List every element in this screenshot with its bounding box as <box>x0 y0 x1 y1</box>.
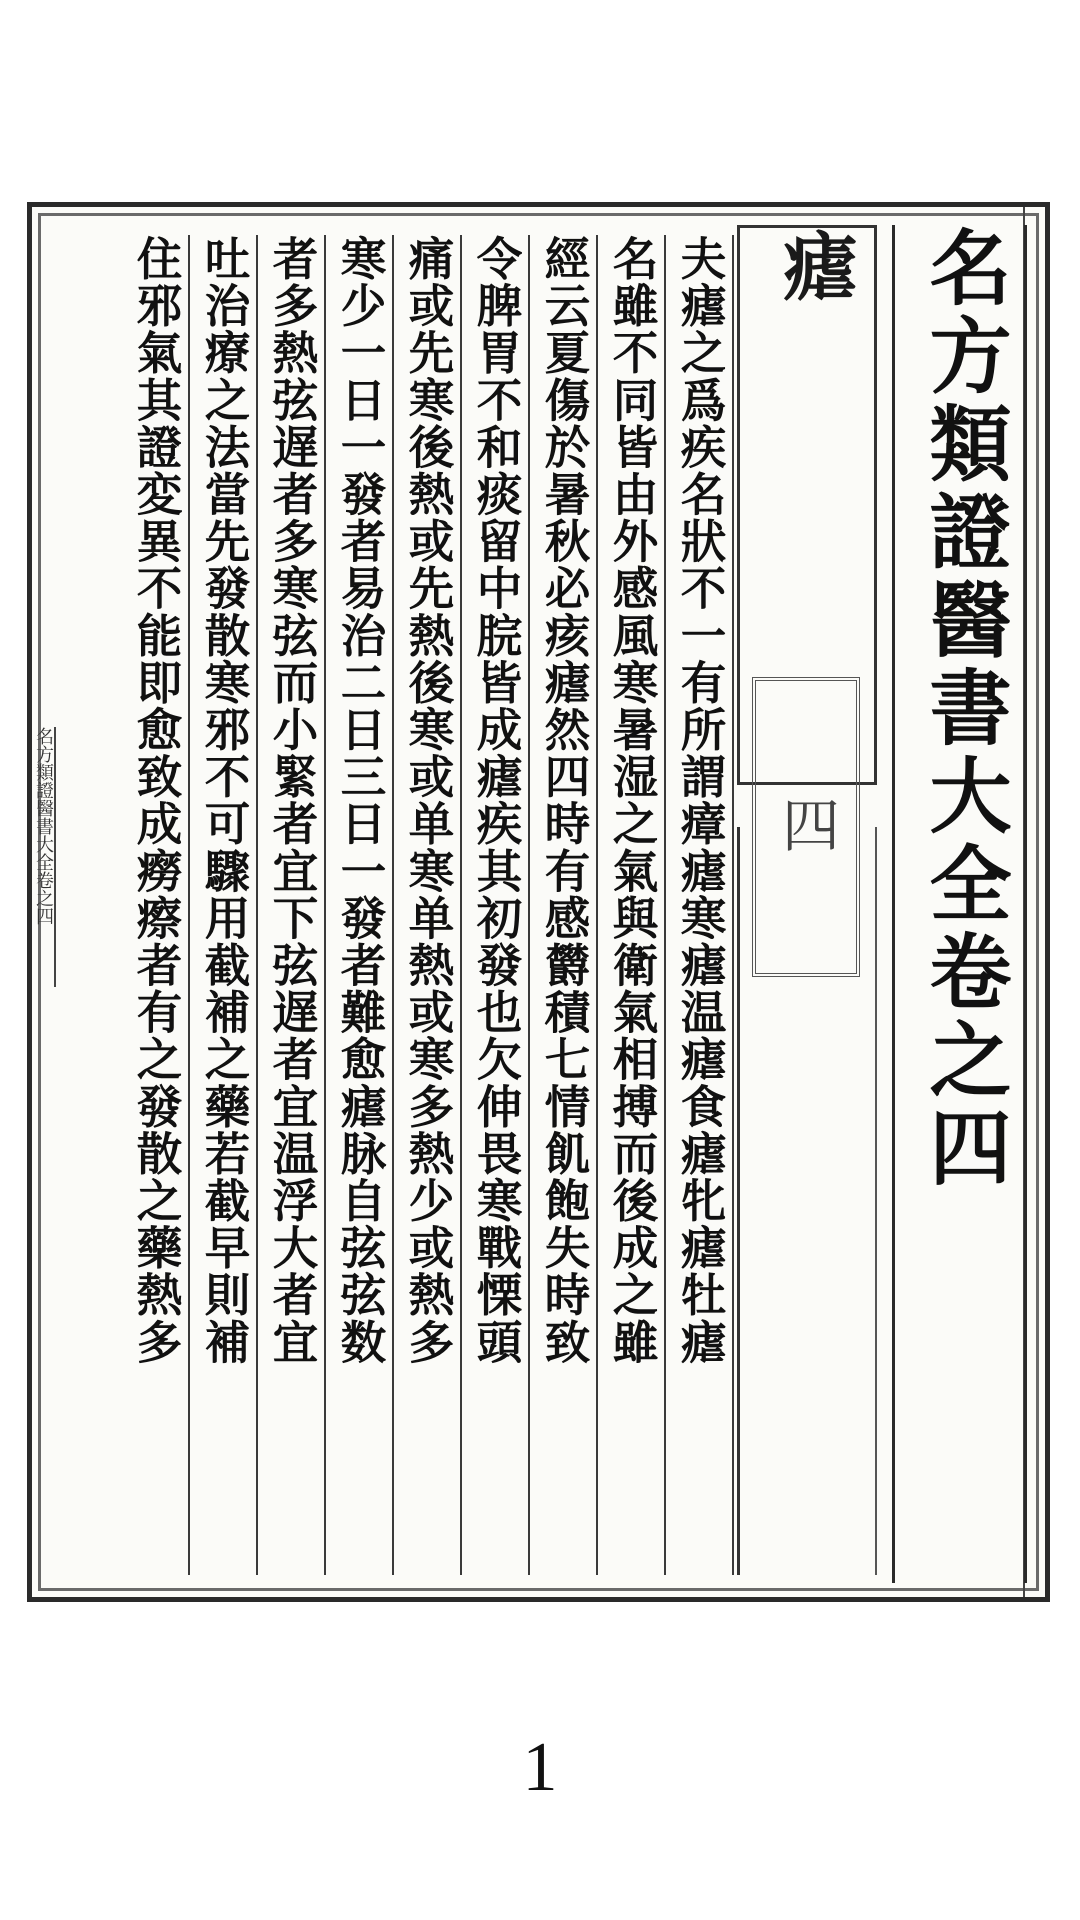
margin-label: 名方類證醫書大全卷之四 <box>32 727 56 987</box>
woodblock-page <box>27 202 1050 1602</box>
text-column-9: 住邪氣其證変異不能即愈致成癆瘵者有之發散之藥熱多 <box>128 235 190 1575</box>
text-column-1: 夫瘧之爲疾名狀不一有所謂瘴瘧寒瘧温瘧食瘧牝瘧牡瘧 <box>672 235 734 1575</box>
catalog-mark: 四 <box>752 677 860 977</box>
text-column-5: 痛或先寒後熱或先熱後寒或单寒单熱或寒多熱少或熱多 <box>400 235 462 1575</box>
section-heading: 瘧 <box>737 225 877 785</box>
text-column-3: 經云夏傷於暑秋必痎瘧然四時有感欝積七情飢飽失時致 <box>536 235 598 1575</box>
text-column-6: 寒少一日一發者易治二日三日一發者難愈瘧脉自弦弦数 <box>332 235 394 1575</box>
volume-title: 名方類證醫書大全卷之四 <box>892 225 1027 1583</box>
blank-column <box>737 827 877 1575</box>
text-column-7: 者多熱弦遅者多寒弦而小緊者宜下弦遅者宜温浮大者宜 <box>264 235 326 1575</box>
text-column-8: 吐治療之法當先發散寒邪不可驟用截補之藥若截早則補 <box>196 235 258 1575</box>
text-column-4: 令脾胃不和痰留中脘皆成瘧疾其初發也欠伸畏寒戰慄頭 <box>468 235 530 1575</box>
text-column-2: 名雖不同皆由外感風寒暑湿之氣與衛氣相搏而後成之雖 <box>604 235 666 1575</box>
page-number: 1 <box>522 1729 558 1806</box>
